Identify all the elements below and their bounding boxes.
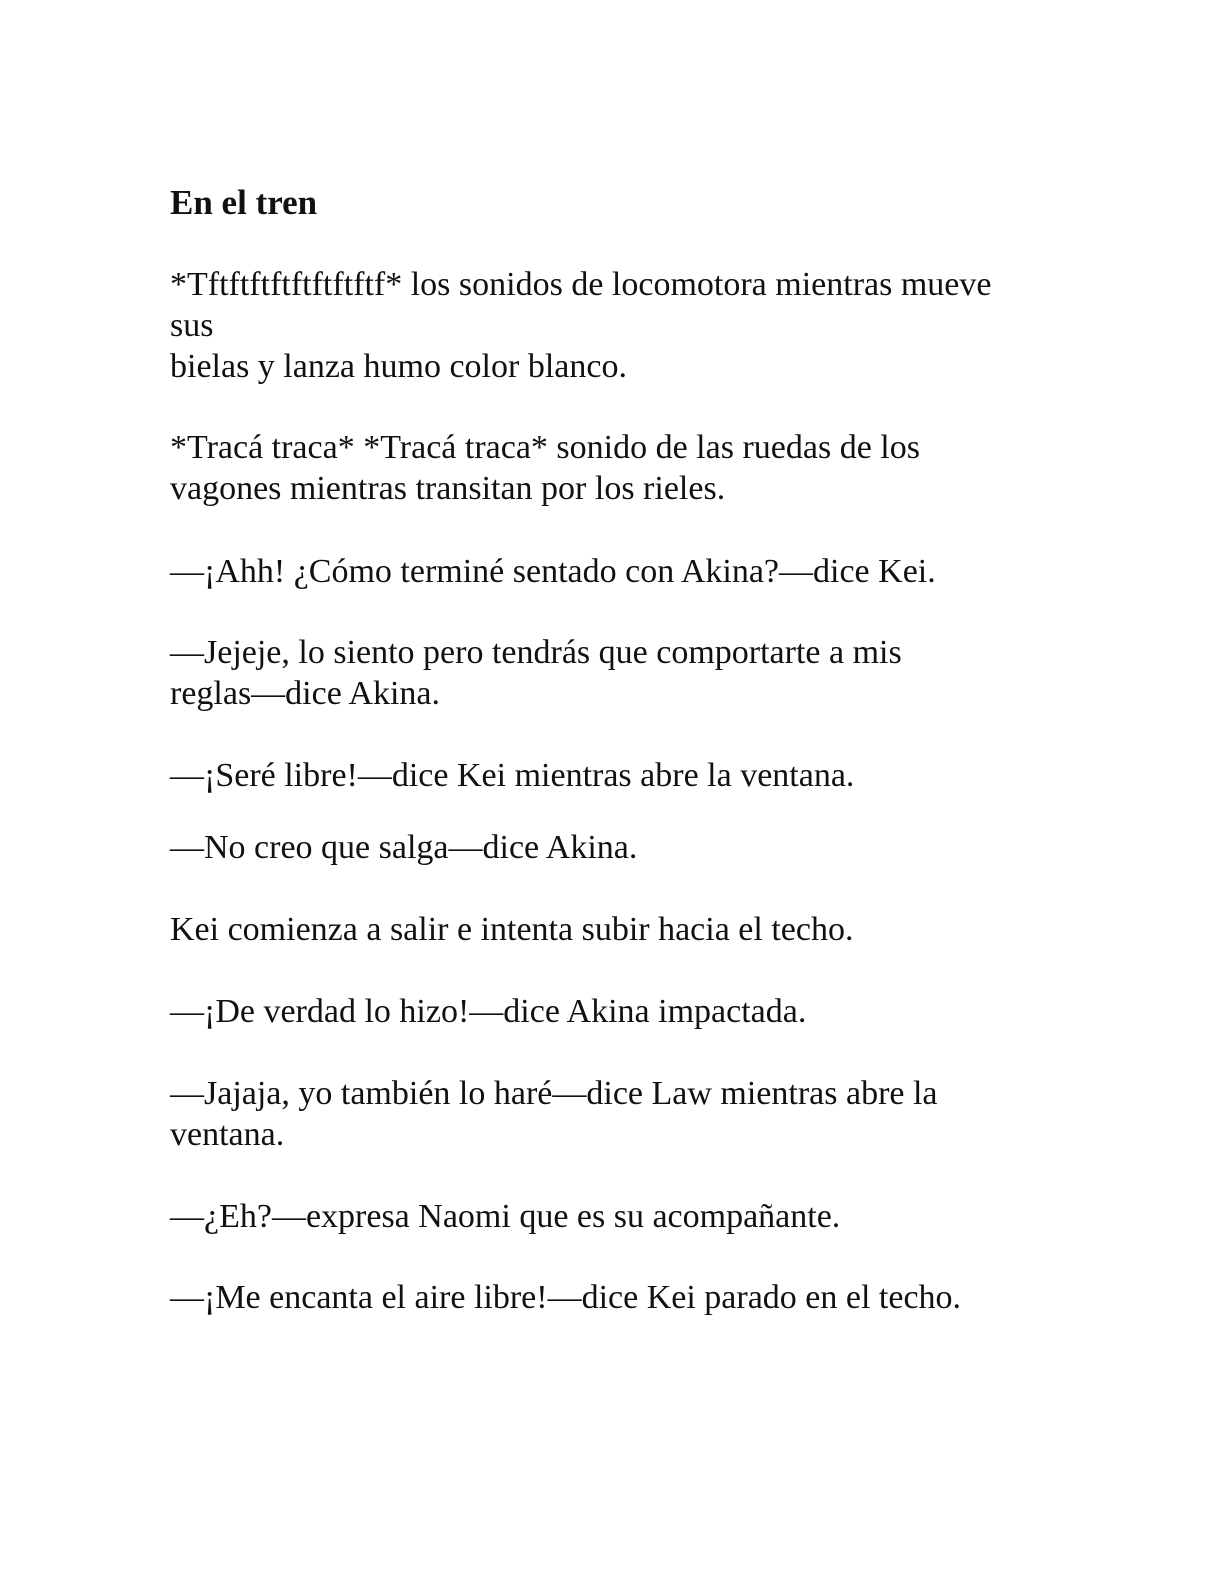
dialogue-line	[170, 1196, 840, 1237]
dialogue-line	[170, 551, 936, 592]
paragraph-line: —¿Eh?—expresa Naomi que es su acompañante.	[170, 1198, 841, 1235]
paragraph-line: —¡Seré libre!—dice Kei mientras abre la ventana.	[170, 757, 855, 794]
paragraph-line: ventana.	[170, 1116, 285, 1153]
dialogue-line	[170, 1073, 938, 1155]
dialogue-line	[170, 991, 806, 1032]
paragraph-line: Kei comienza a salir e intenta subir hacia el techo.	[170, 911, 854, 948]
dialogue-line	[170, 755, 854, 796]
chapter-heading: En el tren	[170, 183, 318, 222]
dialogue-line	[170, 1277, 961, 1318]
paragraph-line: —¡Me encanta el aire libre!—dice Kei parado en el techo.	[170, 1279, 962, 1316]
paragraph-line: —¡Ahh! ¿Cómo terminé sentado con Akina?—dice Kei.	[170, 553, 936, 590]
paragraph-line: —No creo que salga—dice Akina.	[170, 829, 638, 866]
paragraph-line: bielas y lanza humo color blanco.	[170, 348, 627, 385]
paragraph-line: *Tracá traca* *Tracá traca* sonido de las ruedas de los	[170, 429, 920, 466]
paragraph-line: vagones mientras transitan por los rieles.	[170, 470, 726, 507]
dialogue-line	[170, 827, 637, 868]
paragraph-locomotive-sound	[170, 264, 991, 387]
paragraph-wheels-sound	[170, 427, 920, 509]
dialogue-line	[170, 632, 902, 714]
paragraph-line: sus	[170, 307, 214, 344]
paragraph-line: —Jejeje, lo siento pero tendrás que comportarte a mis	[170, 634, 902, 671]
narration-paragraph	[170, 909, 853, 950]
paragraph-line: —Jajaja, yo también lo haré—dice Law mientras abre la	[170, 1075, 938, 1112]
paragraph-line: *Tftftftftftftftftf* los sonidos de locomotora mientras mueve	[170, 266, 992, 303]
paragraph-line: reglas—dice Akina.	[170, 675, 441, 712]
paragraph-line: —¡De verdad lo hizo!—dice Akina impactada.	[170, 993, 807, 1030]
